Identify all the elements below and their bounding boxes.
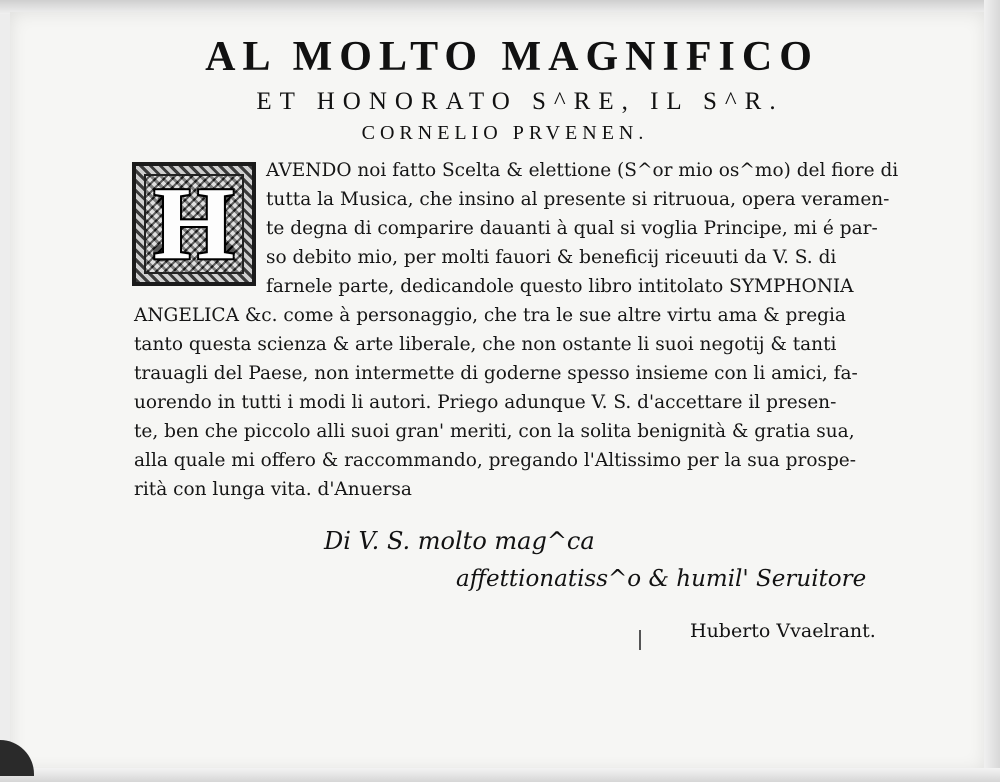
body-line-5: farnele parte, dedicandole questo libro intitolato SYMPHONIA [266,276,854,297]
body-line-6: ANGELICA &c. come à personaggio, che tra le sue altre virtu ama & pregia [134,305,846,326]
body-line-7: tanto questa scienza & arte liberale, che non ostante li suoi negotij & tanti [134,334,837,355]
body-line-12: rità con lunga vita. d'Anuersa [134,479,412,500]
body-line-8: trauagli del Paese, non intermette di goderne spesso insieme con li amici, fa- [134,363,858,384]
body-line-2: tutta la Musica, che insino al presente si ritruoua, opera veramen- [266,189,890,210]
dedication-heading [0,34,1000,146]
body-line-4: so debito mio, per molti fauori & beneficij riceuuti da V. S. di [266,247,837,268]
page-edge-bottom [0,768,1000,782]
title-line-3: CORNELIO PRVENEN. [361,122,649,144]
body-line-11: alla quale mi offero & raccommando, pregando l'Altissimo per la sua prospe- [134,450,856,471]
title-line-2: ET HONORATO S^RE, IL S^R. [256,88,784,115]
initial-letter: H [153,166,235,281]
title-line-1: AL MOLTO MAGNIFICO [205,34,819,80]
initial-ornament [144,166,244,281]
decorated-initial [132,162,256,286]
closing-line-2: affettionatiss^o & humil' Seruitore [456,566,867,592]
closing-line-1: Di V. S. molto mag^ca [324,527,595,555]
signer-name: Huberto Vvaelrant. [690,620,876,642]
body-line-10: te, ben che piccolo alli suoi gran' meriti, con la solita benignità & gratia sua, [134,421,855,442]
body-line-9: uorendo in tutti i modi li autori. Priego adunque V. S. d'accettare il presen- [134,392,837,413]
margin-mark [639,630,641,650]
body-line-3: te degna di comparire dauanti à qual si voglia Principe, mi é par- [266,218,878,239]
body-line-1: AVENDO noi fatto Scelta & elettione (S^or mio os^mo) del fiore di [266,160,899,181]
